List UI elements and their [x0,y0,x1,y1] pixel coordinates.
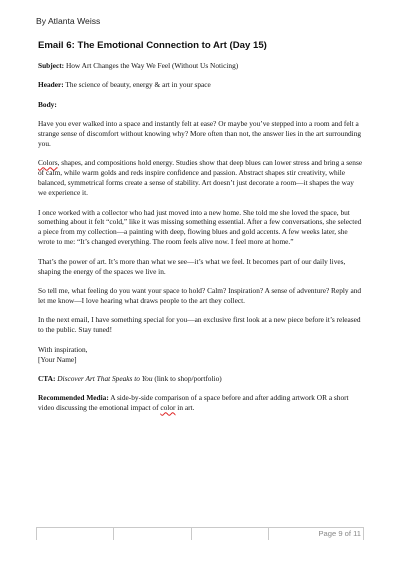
cta-link-text: Discover Art That Speaks to You [57,373,153,383]
cta-line [38,374,364,384]
header-label: Header: [38,80,64,90]
paragraph-5: So tell me, what feeling do you want your space to hold? Calm? Inspiration? A sense of adventure? Reply and let me know—I love hearing what draws people to the art they collect. [38,286,362,305]
media-text-before: A side-by-side comparison of a space before and after adding artwork OR a short video discussing the emotional impact of [38,393,349,413]
media-line [38,393,364,413]
signoff-line-2: [Your Name] [38,354,77,364]
footer-cell-3 [192,528,269,540]
email-title: Email 6: The Emotional Connection to Art (Day 15) [38,40,267,51]
body-label [38,100,364,110]
subject-line [38,61,364,71]
signoff [38,345,364,365]
subject-text: How Art Changes the Way We Feel (Without Us Noticing) [65,61,239,70]
signoff-line-1: With inspiration, [38,344,88,354]
paragraph-2-text: , shapes, and compositions hold energy. Studies show that deep blues can lower stress and bring a sense of calm, while warm golds and reds inspire confidence and passion. Abstract shapes stir creativity, while balanced, symmetrical forms create a sense of stability. Art doesn’t just decorate a room—it shapes the way we experience it. [38,158,363,198]
document-body [38,40,364,423]
cta-rest: (link to shop/portfolio) [152,373,222,383]
cta-label: CTA: [38,373,56,383]
header-line [38,80,364,90]
spellcheck-word-colors: Colors [38,158,58,168]
spellcheck-word-color: color [160,403,176,413]
paragraph-6: In the next email, I have something special for you—an exclusive first look at a new piece before it’s released to the public. Stay tuned! [38,315,361,335]
media-text-after: in art. [175,403,195,413]
body-label-text: Body: [38,99,57,109]
header-text: The science of beauty, energy & art in your space [65,80,211,90]
paragraph-3: I once worked with a collector who had just moved into a new home. She told me she loved the space, but something about it felt “cold,” like it was missing something essential. After a few conversations, she selected a piece from my collection—a painting with deep, flowing blues and gold accents. A few weeks later, she wrote to me: “It’s changed everything. The room feels alive now. I feel more at home.” [38,207,362,247]
author-line: By Atlanta Weiss [36,16,101,26]
page-footer [36,527,364,540]
footer-cell-1 [36,528,114,540]
paragraph-1: Have you ever walked into a space and instantly felt at ease? Or maybe you’ve stepped into a room and felt a strange sense of discomfort without knowing why? More often than not, the answer lies in the art surrounding you. [38,119,362,149]
subject-label: Subject: [38,61,65,70]
footer-cell-2 [114,528,191,540]
paragraph-2 [38,158,364,198]
page-number: Page 9 of 11 [269,528,364,540]
media-label: Recommended Media: [38,393,109,403]
paragraph-4: That’s the power of art. It’s more than what we see—it’s what we feel. It becomes part of our daily lives, shaping the energy of the spaces we live in. [38,256,346,276]
